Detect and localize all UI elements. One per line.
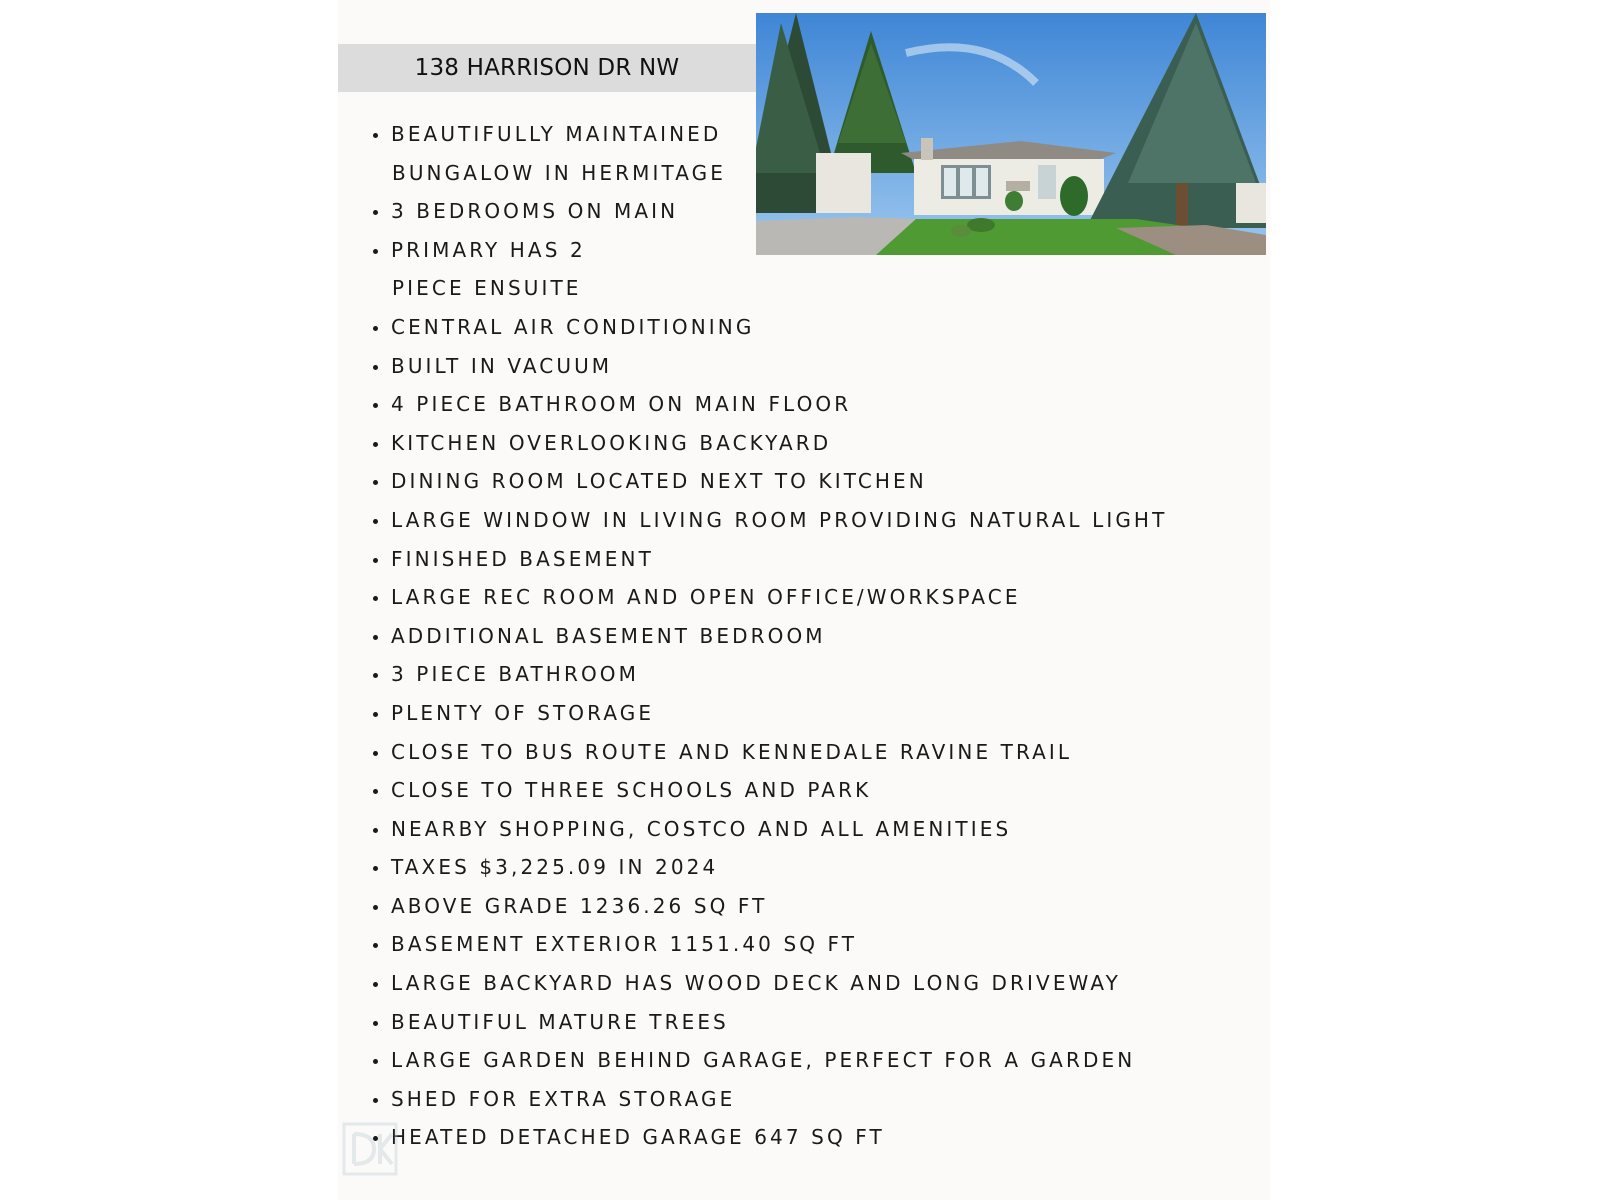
feature-text: TAXES $3,225.09 IN 2024 [391, 855, 719, 880]
list-item [366, 925, 1167, 964]
list-item [366, 810, 1167, 849]
feature-text: BEAUTIFUL MATURE TREES [391, 1009, 729, 1034]
feature-text: CLOSE TO THREE SCHOOLS AND PARK [391, 778, 872, 803]
list-item [366, 733, 1167, 772]
address-banner [338, 44, 756, 92]
feature-text: ABOVE GRADE 1236.26 SQ FT [391, 893, 768, 918]
list-item [366, 501, 1167, 540]
feature-text-continuation: BUNGALOW IN HERMITAGE [392, 160, 726, 185]
feature-text: SHED FOR EXTRA STORAGE [391, 1086, 736, 1111]
list-item [366, 1003, 1167, 1042]
list-item [366, 964, 1167, 1003]
feature-text: HEATED DETACHED GARAGE 647 SQ FT [391, 1125, 885, 1150]
list-item [366, 887, 1167, 926]
feature-text: LARGE WINDOW IN LIVING ROOM PROVIDING NATURAL LIGHT [391, 507, 1168, 532]
feature-text: FINISHED BASEMENT [391, 546, 654, 571]
watermark-logo-icon [340, 1118, 400, 1180]
feature-text: CLOSE TO BUS ROUTE AND KENNEDALE RAVINE TRAIL [391, 739, 1073, 764]
list-item [366, 1118, 1167, 1157]
feature-text: DINING ROOM LOCATED NEXT TO KITCHEN [391, 469, 927, 494]
list-item [366, 1041, 1167, 1080]
list-item [366, 540, 1167, 579]
feature-text: PLENTY OF STORAGE [391, 700, 655, 725]
feature-text: LARGE REC ROOM AND OPEN OFFICE/WORKSPACE [391, 585, 1021, 610]
list-item [366, 771, 1167, 810]
list-item [366, 848, 1167, 887]
list-item [366, 578, 1167, 617]
feature-text: CENTRAL AIR CONDITIONING [391, 314, 755, 339]
feature-text: 3 PIECE BATHROOM [391, 662, 639, 687]
list-item [366, 1080, 1167, 1119]
list-item [366, 115, 1167, 192]
list-item [366, 347, 1167, 386]
list-item [366, 385, 1167, 424]
list-item [366, 231, 1167, 308]
list-item [366, 424, 1167, 463]
list-item [366, 694, 1167, 733]
list-item [366, 308, 1167, 347]
feature-text: KITCHEN OVERLOOKING BACKYARD [391, 430, 832, 455]
list-item [366, 462, 1167, 501]
feature-text: NEARBY SHOPPING, COSTCO AND ALL AMENITIES [391, 816, 1012, 841]
feature-text: LARGE BACKYARD HAS WOOD DECK AND LONG DRIVEWAY [391, 971, 1121, 996]
feature-text: BASEMENT EXTERIOR 1151.40 SQ FT [391, 932, 858, 957]
feature-text: 3 BEDROOMS ON MAIN [391, 199, 679, 224]
feature-text: BUILT IN VACUUM [391, 353, 613, 378]
list-item [366, 617, 1167, 656]
feature-text: ADDITIONAL BASEMENT BEDROOM [391, 623, 826, 648]
feature-text: BEAUTIFULLY MAINTAINED [391, 122, 722, 146]
feature-text-continuation: PIECE ENSUITE [392, 276, 582, 301]
feature-list [366, 115, 1167, 1157]
feature-text: 4 PIECE BATHROOM ON MAIN FLOOR [391, 392, 852, 417]
property-address: 138 HARRISON DR NW [414, 55, 680, 81]
list-item [366, 655, 1167, 694]
list-item [366, 192, 1167, 231]
feature-text: LARGE GARDEN BEHIND GARAGE, PERFECT FOR A GARDEN [391, 1048, 1136, 1073]
feature-text: PRIMARY HAS 2 [391, 237, 586, 262]
